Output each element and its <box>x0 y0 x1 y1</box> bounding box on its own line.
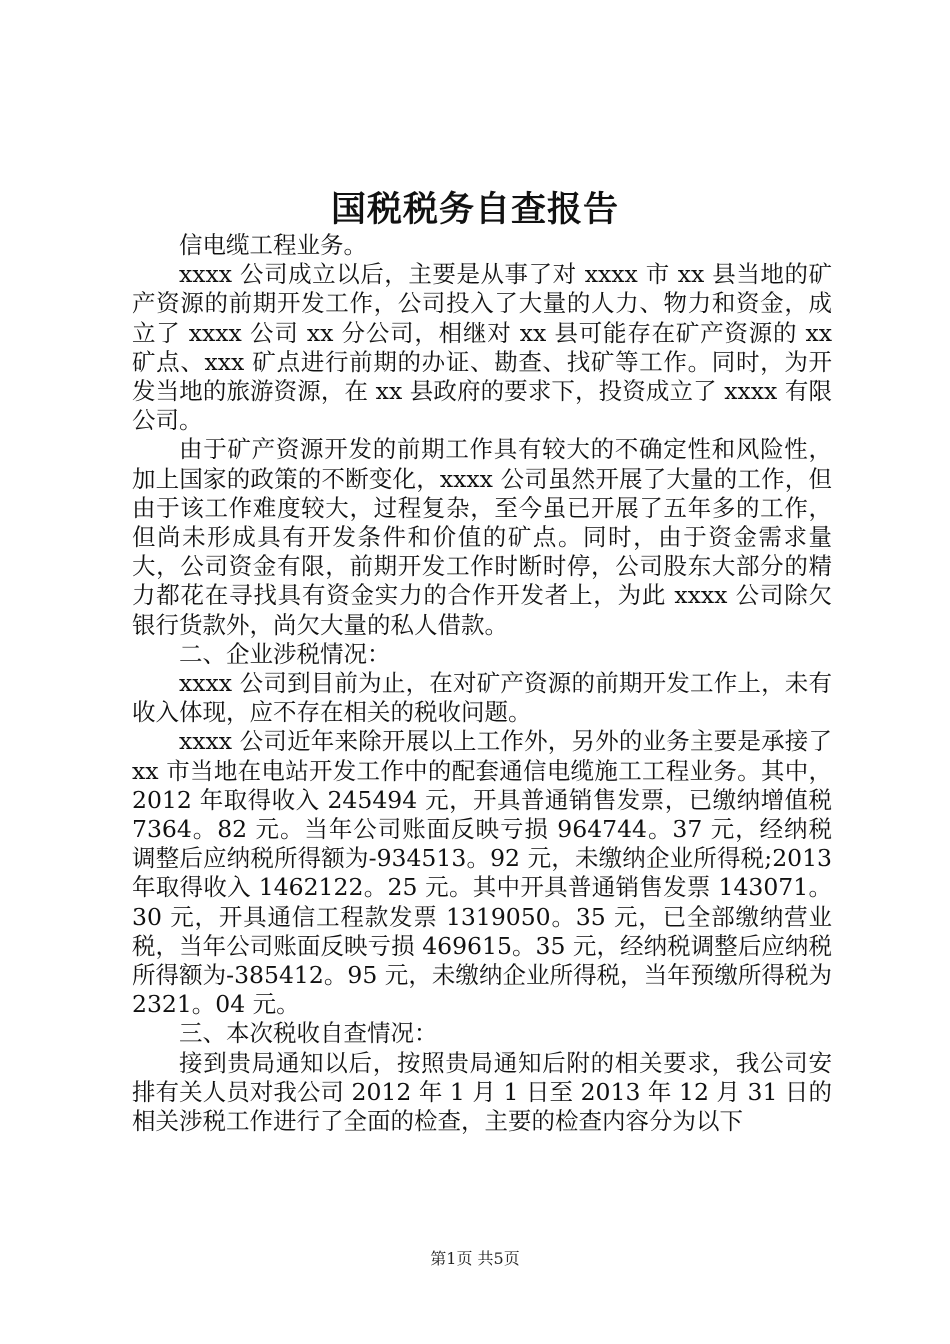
paragraph: 由于矿产资源开发的前期工作具有较大的不确定性和风险性，加上国家的政策的不断变化，xxxx 公司虽然开展了大量的工作，但由于该工作难度较大，过程复杂，至今虽已开展了五年多的工作，但尚未形成具有开发条件和价值的矿点。同时，由于资金需求量大，公司资金有限，前期开发工作时断时停，公司股东大部分的精力都花在寻找具有资金实力的合作开发者上，为此 xxxx 公司除欠银行货款外，尚欠大量的私人借款。 <box>132 435 832 639</box>
paragraph: xxxx 公司近年来除开展以上工作外，另外的业务主要是承接了 xx 市当地在电站开发工作中的配套通信电缆施工工程业务。其中，2012 年取得收入 245494 元，开具普通销售发票，已缴纳增值税 7364。82 元。当年公司账面反映亏损 964744。37 元，经纳税调整后应纳税所得额为-934513。92 元，未缴纳企业所得税;2013 年取得收入 1462122。25 元。其中开具普通销售发票 143071。30 元，开具通信工程款发票 1319050。35 元，已全部缴纳营业税，当年公司账面反映亏损 469615。35 元，经纳税调整后应纳税所得额为-385412。95 元，未缴纳企业所得税，当年预缴所得税为 2321。04 元。 <box>132 727 832 1019</box>
page-footer: 第1页 共5页 <box>430 1249 520 1268</box>
paragraph: 信电缆工程业务。 <box>179 231 367 259</box>
paragraph: 接到贵局通知以后，按照贵局通知后附的相关要求，我公司安排有关人员对我公司 2012 年 1 月 1 日至 2013 年 12 月 31 日的相关涉税工作进行了全面的检查，主要的检查内容分为以下 <box>132 1048 832 1136</box>
section-heading: 三、本次税收自查情况： <box>179 1019 438 1048</box>
document-body <box>132 231 832 1136</box>
document-title: 国税税务自查报告 <box>330 189 619 230</box>
section-heading: 二、企业涉税情况： <box>179 639 391 668</box>
paragraph: xxxx 公司到目前为止，在对矿产资源的前期开发工作上，未有收入体现，应不存在相关的税收问题。 <box>132 669 832 727</box>
paragraph: xxxx 公司成立以后，主要是从事了对 xxxx 市 xx 县当地的矿产资源的前期开发工作，公司投入了大量的人力、物力和资金，成立了 xxxx 公司 xx 分公司，相继对 xx 县可能存在矿产资源的 xx 矿点、xxx 矿点进行前期的办证、勘查、找矿等工作。同时，为开发当地的旅游资源，在 xx 县政府的要求下，投资成立了 xxxx 有限公司。 <box>132 260 832 435</box>
